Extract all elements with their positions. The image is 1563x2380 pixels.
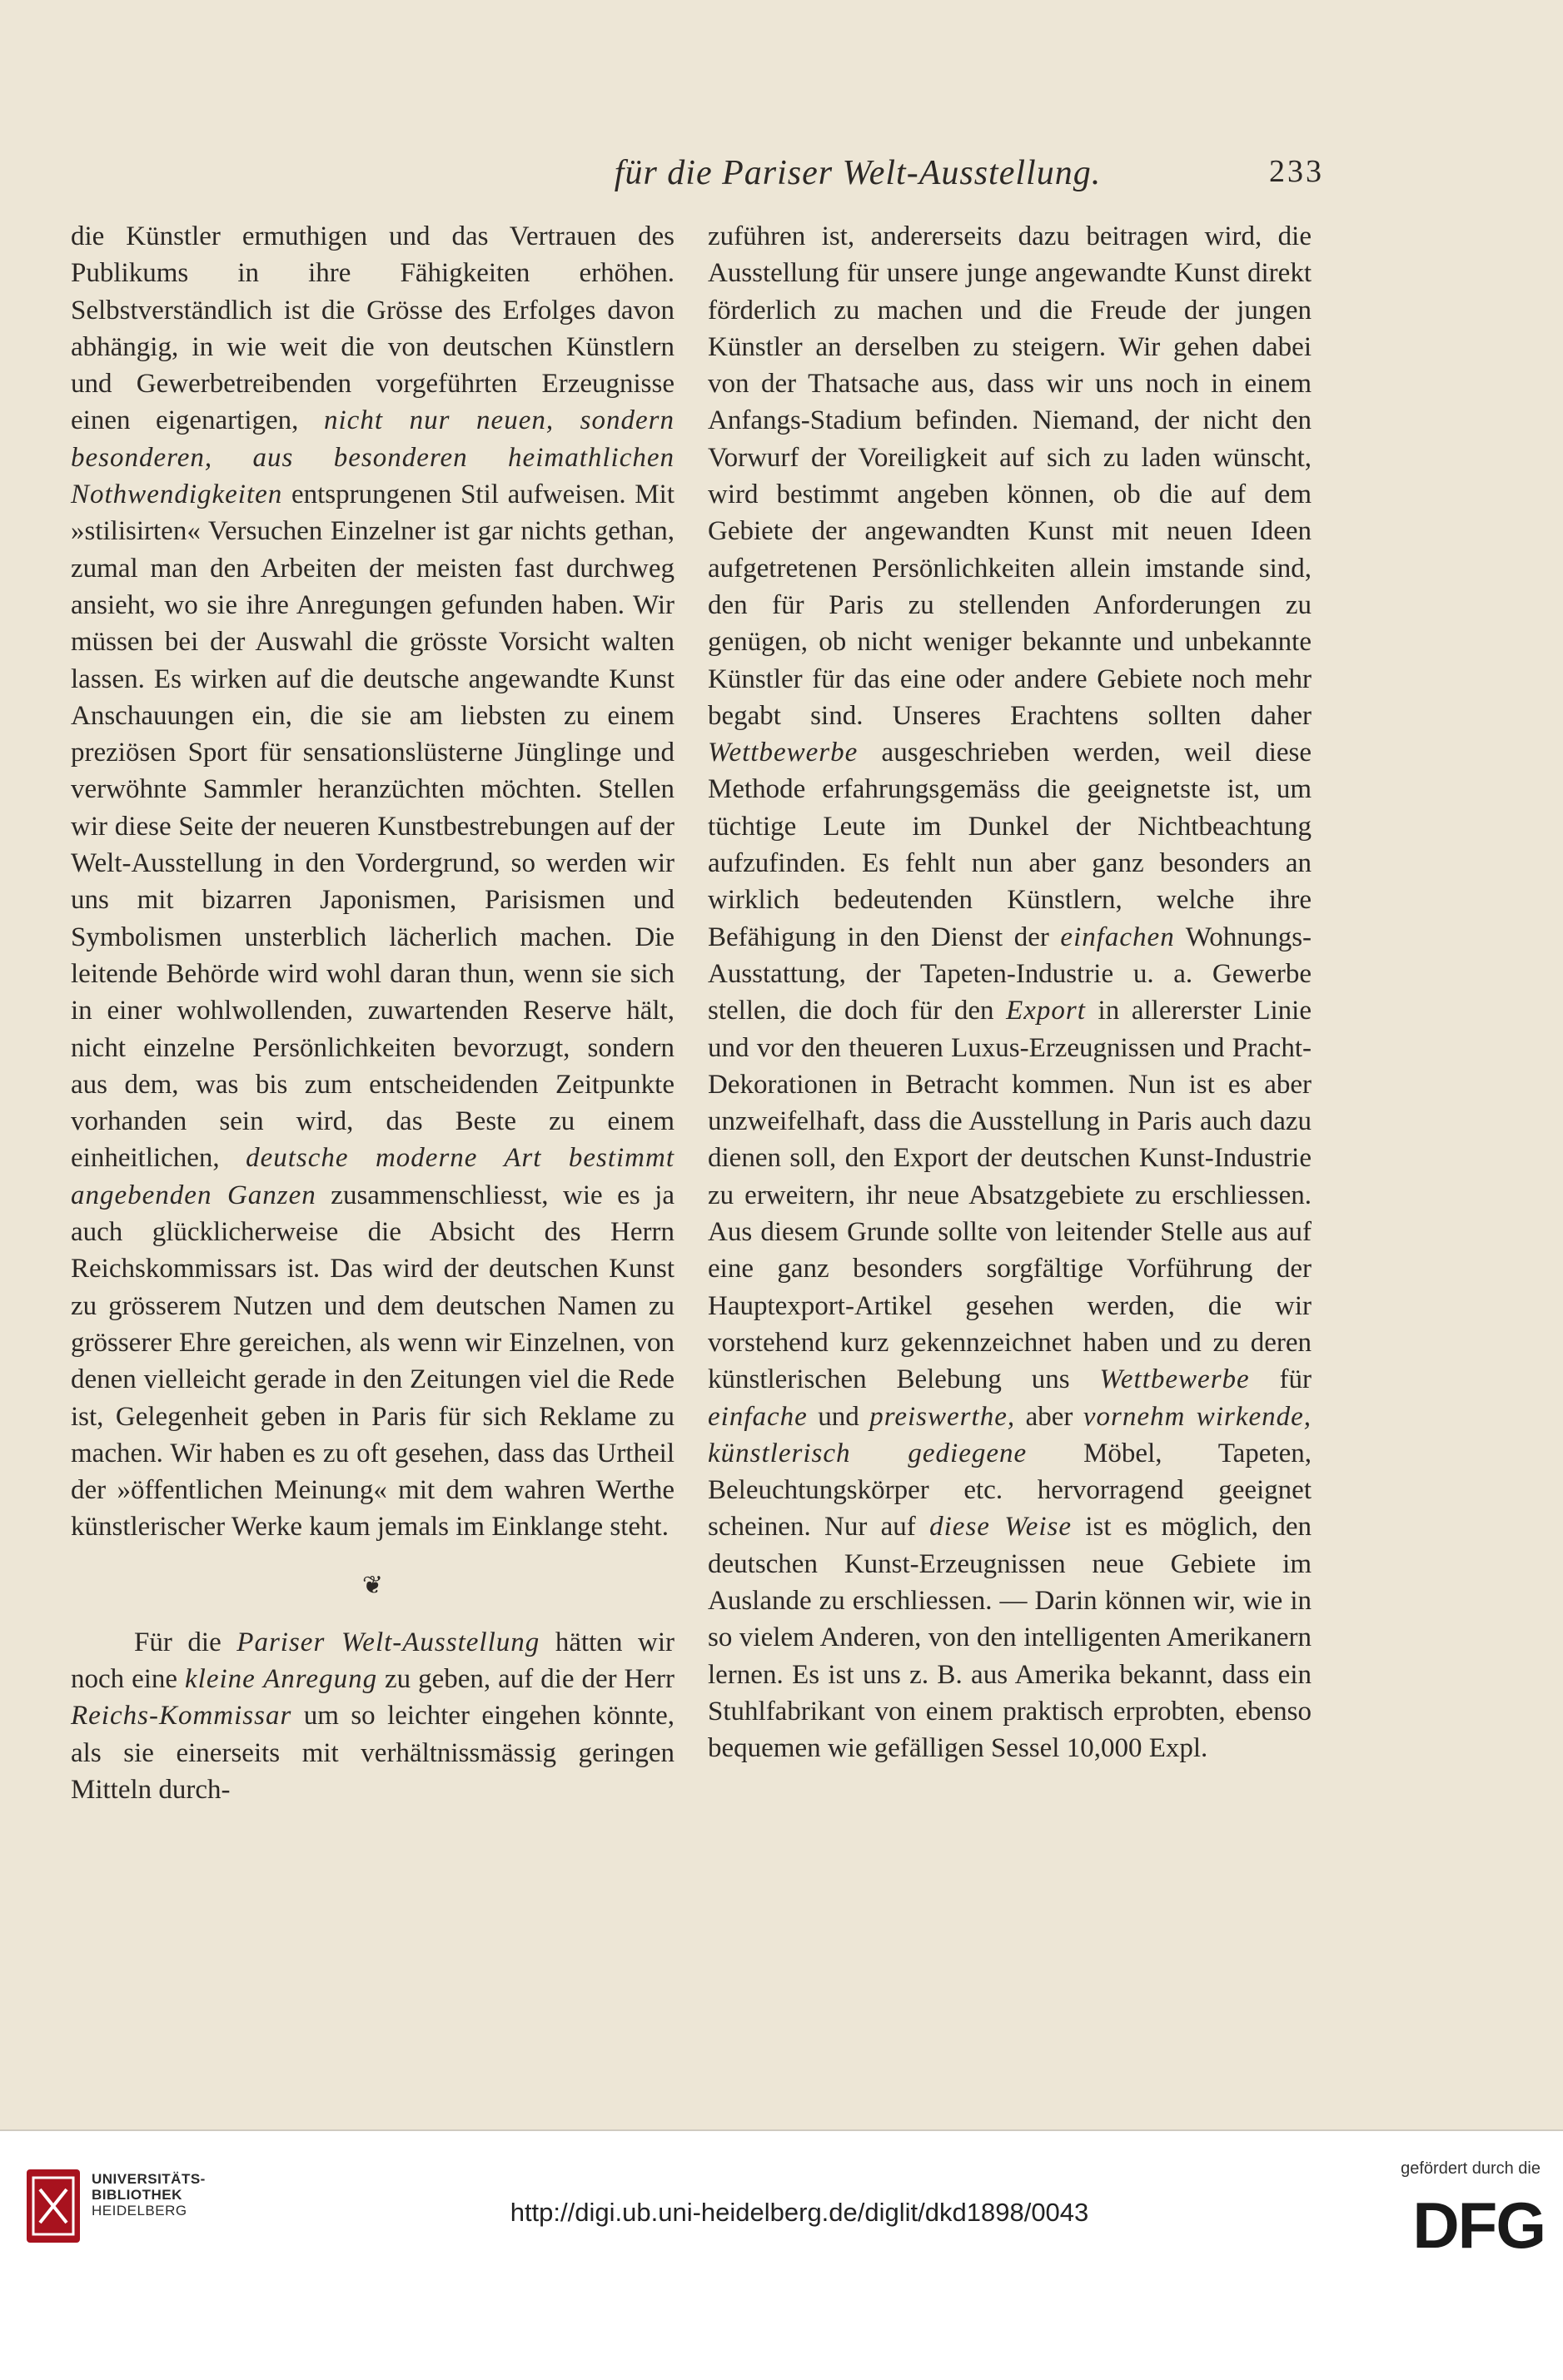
institution-line: BIBLIOTHEK (92, 2187, 182, 2203)
page-number: 233 (1269, 154, 1324, 189)
institution-line: UNIVERSITÄTS- (92, 2171, 206, 2187)
dfg-logo-text: DFG (1412, 2189, 1545, 2256)
running-header (391, 148, 1324, 198)
emphasis-run: diese Weise (929, 1512, 1073, 1543)
institution-line: HEIDELBERG (92, 2203, 187, 2219)
right-paragraph (708, 218, 1312, 1766)
text-run: zusammenschliesst, wie es ja auch glücklicherweise die Absicht des Herrn Reichskommissars ist. Das wird der deutschen Kunst zu grösserem Nutzen und dem deutschen Namen zu grösserer Ehre gereichen, als wenn wir Einzelnen, von denen vielleicht gerade in den Zeitungen viel die Rede ist, Gelegenheit geben in Paris für sich Reklame zu machen. Wir haben es zu oft gesehen, dass das Urtheil der »öffentlichen Meinung« mit dem wahren Werthe künstlerischer Werke kaum jemals im Einklange steht. (71, 1180, 674, 1543)
running-title: für die Pariser Welt-Ausstellung. (614, 154, 1102, 192)
text-run: Wohnungs-Ausstattung, der Tapeten-Industrie u. a. Gewerbe stellen, die doch für den (708, 922, 1312, 1026)
text-run: die Künstler ermuthigen und das Vertrauen des Publikums in ihre Fähigkeiten erhöhen. Selbstverständlich ist die Grösse des Erfolges davon abhängig, in wie weit die von deutschen Künstlern und Gewerbetreibenden vorgeführten Erzeugnisse einen eigenartigen, (71, 221, 674, 436)
left-paragraph-1 (71, 218, 674, 1546)
emphasis-run: Wettbewerbe (708, 738, 859, 768)
left-column (71, 218, 674, 1808)
text-run: um so leichter eingehen könnte, als sie einerseits mit verhältnissmässig geringen Mitteln durch- (71, 1701, 675, 1805)
left-paragraph-2 (71, 1624, 674, 1808)
emphasis-run: vornehm wirkende, künstlerisch gediegene (708, 1401, 1312, 1468)
text-run: in allererster Linie und vor den theueren Luxus-Erzeugnissen und Pracht-Dekorationen in Betracht kommen. Nun ist es aber unzweifelhaft, dass die Ausstellung in Paris auch dazu dienen soll, den Export der deutschen Kunst-Industrie zu erweitern, ihr neue Absatzgebiete zu erschliessen. Aus diesem Grunde sollte von leitender Stelle aus auf eine ganz besonders sorgfältige Vorführung der Hauptexport-Artikel gesehen werden, die wir vorstehend kurz gekennzeichnet haben und zu deren künstlerischen Belebung uns (708, 996, 1312, 1395)
text-run: aber (1025, 1401, 1073, 1432)
institution-name (92, 2171, 206, 2219)
university-seal-icon (23, 2164, 83, 2248)
text-run: Möbel, Tapeten, Beleuchtungskörper etc. hervorragend geeignet scheinen. Nur auf (708, 1438, 1312, 1543)
text-run: zu geben, auf die der Herr (385, 1663, 675, 1694)
emphasis-run: preiswerthe, (869, 1401, 1016, 1432)
section-ornament: ❦ (361, 1571, 384, 1599)
text-run: für (1279, 1364, 1312, 1395)
text-run: ausgeschrieben werden, weil diese Methode erfahrungsgemäss die geeignetste ist, um tüchtige Leute im Dunkel der Nichtbeachtung aufzufinden. Es fehlt nun aber ganz besonders an wirklich bedeutenden Künstlern, welche ihre Befähigung in den Dienst der (708, 738, 1312, 952)
emphasis-run: Pariser Welt-Ausstellung (236, 1627, 540, 1657)
source-url-link[interactable]: http://digi.ub.uni-heidelberg.de/diglit/dkd1898/0043 (510, 2198, 1089, 2227)
text-run: zuführen ist, andererseits dazu beitragen wird, die Ausstellung für unsere junge angewandte Kunst direkt förderlich zu machen und die Freude der jungen Künstler an derselben zu steigern. Wir gehen dabei von der Thatsache aus, dass wir uns noch in einem Anfangs-Stadium befinden. Niemand, der nicht den Vorwurf der Voreiligkeit auf sich zu laden wünscht, wird bestimmt angeben können, ob die auf dem Gebiete der angewandten Kunst mit neuen Ideen aufgetretenen Persönlichkeiten allein imstande sind, den für Paris zu stellenden Anforderungen zu genügen, ob nicht weniger bekannte und unbekannte Künstler für das eine oder andere Gebiete noch mehr begabt sind. Unseres Erachtens sollten daher (708, 221, 1312, 731)
dfg-logo-icon (1382, 2181, 1549, 2256)
emphasis-run: Reichs-Kommissar (71, 1701, 292, 1732)
emphasis-run: kleine Anregung (185, 1663, 378, 1694)
emphasis-run: nicht nur neuen, sondern besonderen, aus besonderen heimathlichen Nothwendigkeiten (71, 405, 675, 510)
footer-bar (0, 2131, 1563, 2380)
text-run: hätten wir noch eine (71, 1627, 675, 1694)
emphasis-run: Wettbewerbe (1099, 1364, 1250, 1395)
text-run: entsprungenen Stil aufweisen. Mit »stilisirten« Versuchen Einzelner ist gar nichts gethan, zumal man den Arbeiten der meisten fast durchweg ansieht, wo sie ihre Anregungen gefunden haben. Wir müssen bei der Auswahl die grösste Vorsicht walten lassen. Es wirken auf die deutsche angewandte Kunst Anschauungen ein, die sie am liebsten zu einem preziösen Sport für sensationslüsterne Jünglinge und verwöhnte Sammler heranzüchten möchten. Stellen wir diese Seite der neueren Kunstbestrebungen auf der Welt-Ausstellung in den Vordergrund, so werden wir uns mit bizarren Japonismen, Parisismen und Symbolismen unsterblich lächerlich machen. Die leitende Behörde wird wohl daran thun, wenn sie sich in einer wohlwollenden, zuwartenden Reserve hält, nicht einzelne Persönlichkeiten bevorzugt, sondern aus dem, was bis zum entscheidenden Zeitpunkte vorhanden sein wird, das Beste zu einem einheitlichen, (71, 479, 674, 1174)
emphasis-run: deutsche moderne Art bestimmt angebenden Ganzen (71, 1143, 675, 1210)
sponsor-text: gefördert durch die (1401, 2159, 1541, 2178)
text-run: ist es möglich, den deutschen Kunst-Erzeugnissen neue Gebiete im Auslande zu erschliessen. — Darin können wir, wie in so vielem Anderen, von den intelligenten Amerikanern lernen. Es ist uns z. B. aus Amerika bekannt, dass ein Stuhlfabrikant von einem praktisch erprobten, ebenso bequemen wie gefälligen Sessel 10,000 Expl. (708, 1512, 1312, 1764)
emphasis-run: einfache (708, 1401, 808, 1432)
emphasis-run: Export (1006, 996, 1086, 1026)
text-run: Für die (134, 1627, 222, 1657)
right-column (708, 218, 1312, 1766)
emphasis-run: einfachen (1060, 922, 1175, 952)
footer-divider (0, 2129, 1563, 2131)
text-run: und (818, 1401, 859, 1432)
